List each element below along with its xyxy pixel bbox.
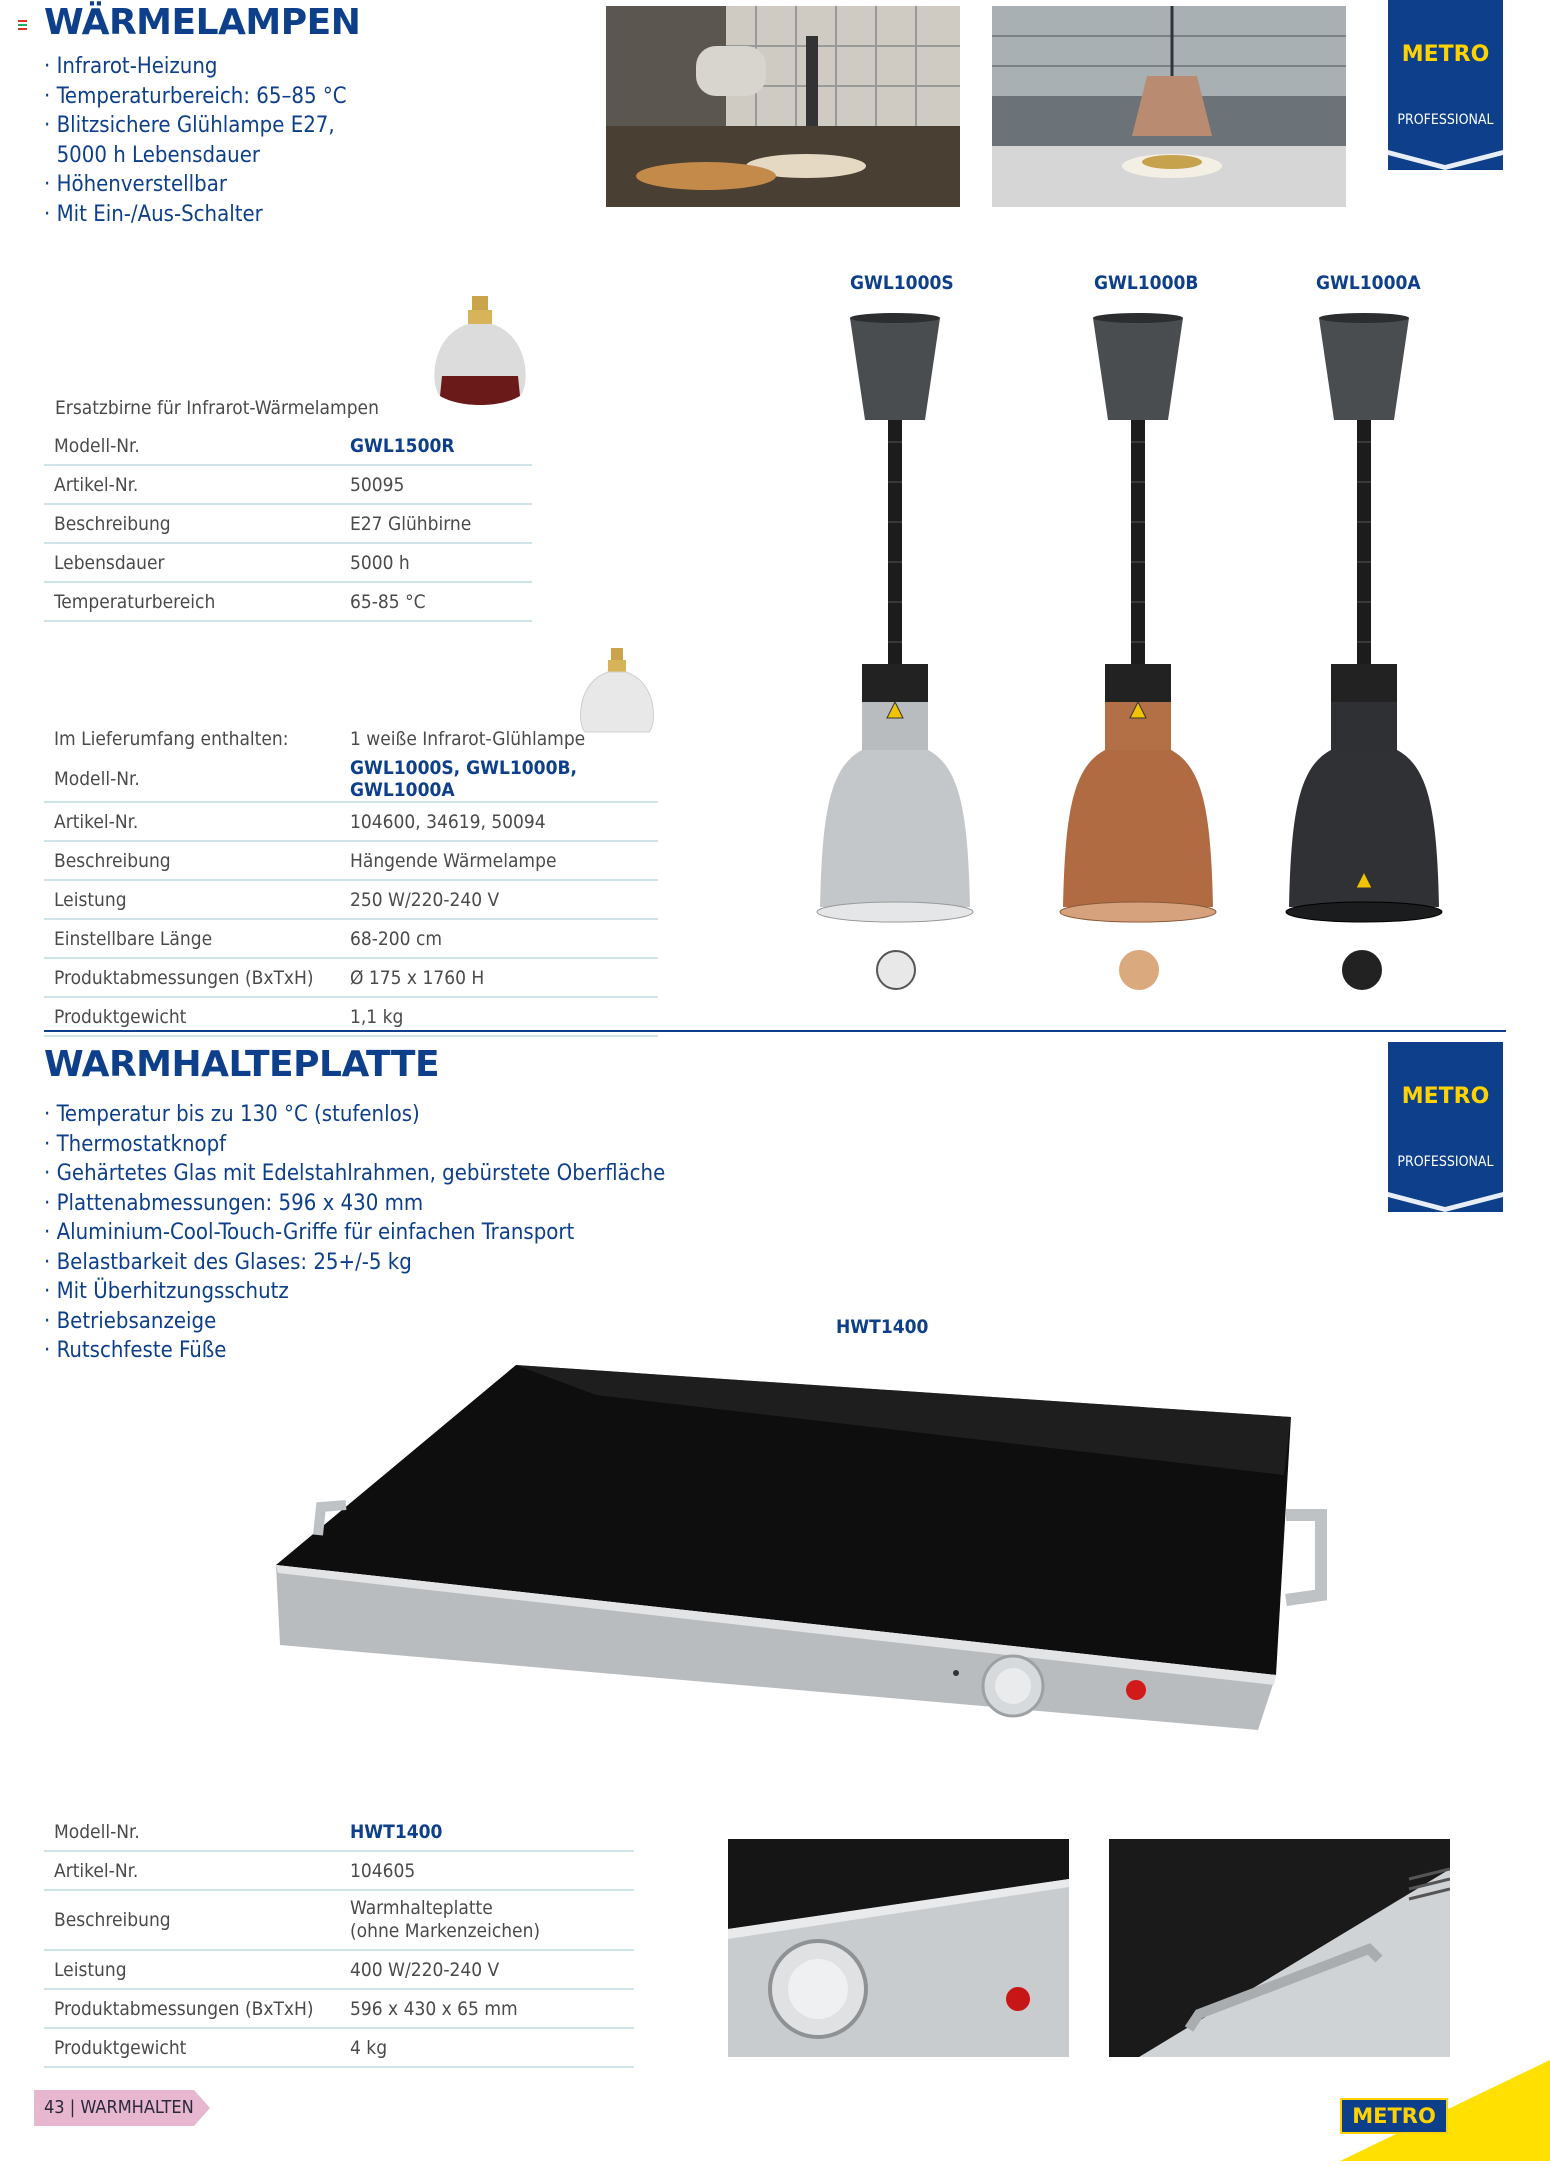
handle-detail-photo [1109,1839,1450,2057]
plate-spec-table [44,1813,634,2068]
table-row: Produktabmessungen (BxTxH) 596 x 430 x 65 mm [44,1989,634,2028]
table-row: Produktgewicht 1,1 kg [44,997,658,1036]
color-swatch-copper[interactable] [1119,950,1159,990]
feature-item: · Mit Überhitzungsschutz [44,1277,665,1307]
table-row: Modell-Nr. GWL1000S, GWL1000B, GWL1000A [44,757,658,802]
bulb-table-caption: Ersatzbirne für Infrarot-Wärmelampen [55,397,379,419]
feature-item: · Thermostatknopf [44,1130,665,1160]
metro-professional-badge [1388,0,1503,170]
bulb-spec-table [44,427,532,622]
metro-logo-text: METRO [1401,1084,1490,1109]
restaurant-photo-2 [992,6,1346,207]
red-infrared-bulb-image [430,296,530,420]
feature-item: · Infrarot-Heizung [44,52,347,82]
page-number-label: 43 | WARMHALTEN [44,2097,194,2118]
color-swatch-silver[interactable] [876,950,916,990]
table-row: Lebensdauer 5000 h [44,543,532,582]
feature-list-warmhalteplatte [44,1100,665,1366]
table-row: Artikel-Nr. 50095 [44,465,532,504]
metro-logo-text: METRO [1401,42,1490,67]
page-footer-tab [34,2090,210,2126]
feature-item: · Mit Ein-/Aus-Schalter [44,200,347,230]
thermostat-knob-detail-photo [728,1839,1069,2057]
metro-footer-logo [1340,2098,1448,2134]
table-row: Temperaturbereich 65-85 °C [44,582,532,621]
feature-item: · Höhenverstellbar [44,170,347,200]
lamp-spec-table [44,720,658,1037]
table-row: Leistung 400 W/220-240 V [44,1950,634,1989]
feature-item: · Belastbarkeit des Glases: 25+/-5 kg [44,1248,665,1278]
lamp-image-black [1279,312,1449,936]
lamp-image-copper [1053,312,1223,936]
lamp-name-silver: GWL1000S [850,272,954,294]
feature-list-waermelampen [44,52,347,229]
table-row: Beschreibung E27 Glühbirne [44,504,532,543]
feature-item: 5000 h Lebensdauer [56,142,261,168]
professional-text: PROFESSIONAL [1397,1154,1494,1170]
table-row: Einstellbare Länge 68-200 cm [44,919,658,958]
metro-professional-badge [1388,1042,1503,1212]
feature-item: · Plattenabmessungen: 596 x 430 mm [44,1189,665,1219]
restaurant-photo-1 [606,6,960,207]
lamp-name-copper: GWL1000B [1094,272,1199,294]
table-row: Beschreibung Warmhalteplatte (ohne Markenzeichen) [44,1890,634,1950]
table-row: Produktabmessungen (BxTxH) Ø 175 x 1760 H [44,958,658,997]
table-row: Produktgewicht 4 kg [44,2028,634,2067]
table-row: Modell-Nr. HWT1400 [44,1813,634,1851]
table-row: Leistung 250 W/220-240 V [44,880,658,919]
table-row: Artikel-Nr. 104605 [44,1851,634,1890]
feature-item: · Temperaturbereich: 65–85 °C [44,82,347,112]
section-title-warmhalteplatte: WARMHALTEPLATTE [44,1044,440,1085]
professional-text: PROFESSIONAL [1397,112,1494,128]
table-row: Im Lieferumfang enthalten: 1 weiße Infrarot-Glühlampe [54,727,586,750]
section-divider [44,1030,1506,1032]
lamp-image-silver [810,312,980,936]
lamp-name-black: GWL1000A [1316,272,1421,294]
table-row: Modell-Nr. GWL1500R [44,427,532,465]
section-title-waermelampen: WÄRMELAMPEN [44,2,361,43]
feature-item: · Blitzsichere Glühlampe E27, [44,111,347,141]
warming-plate-image [266,1355,1336,1749]
feature-item: · Rutschfeste Füße [44,1336,665,1366]
table-row: Artikel-Nr. 104600, 34619, 50094 [44,802,658,841]
feature-item: · Temperatur bis zu 130 °C (stufenlos) [44,1100,665,1130]
metro-footer-logo-text: METRO [1352,2104,1436,2128]
color-swatch-black[interactable] [1342,950,1382,990]
feature-item: · Gehärtetes Glas mit Edelstahlrahmen, gebürstete Oberfläche [44,1159,665,1189]
table-row: Beschreibung Hängende Wärmelampe [44,841,658,880]
feature-item: · Aluminium-Cool-Touch-Griffe für einfachen Transport [44,1218,665,1248]
menu-marker-icon [18,20,27,30]
feature-item: · Betriebsanzeige [44,1307,665,1337]
product-label-hwt1400: HWT1400 [836,1316,929,1338]
